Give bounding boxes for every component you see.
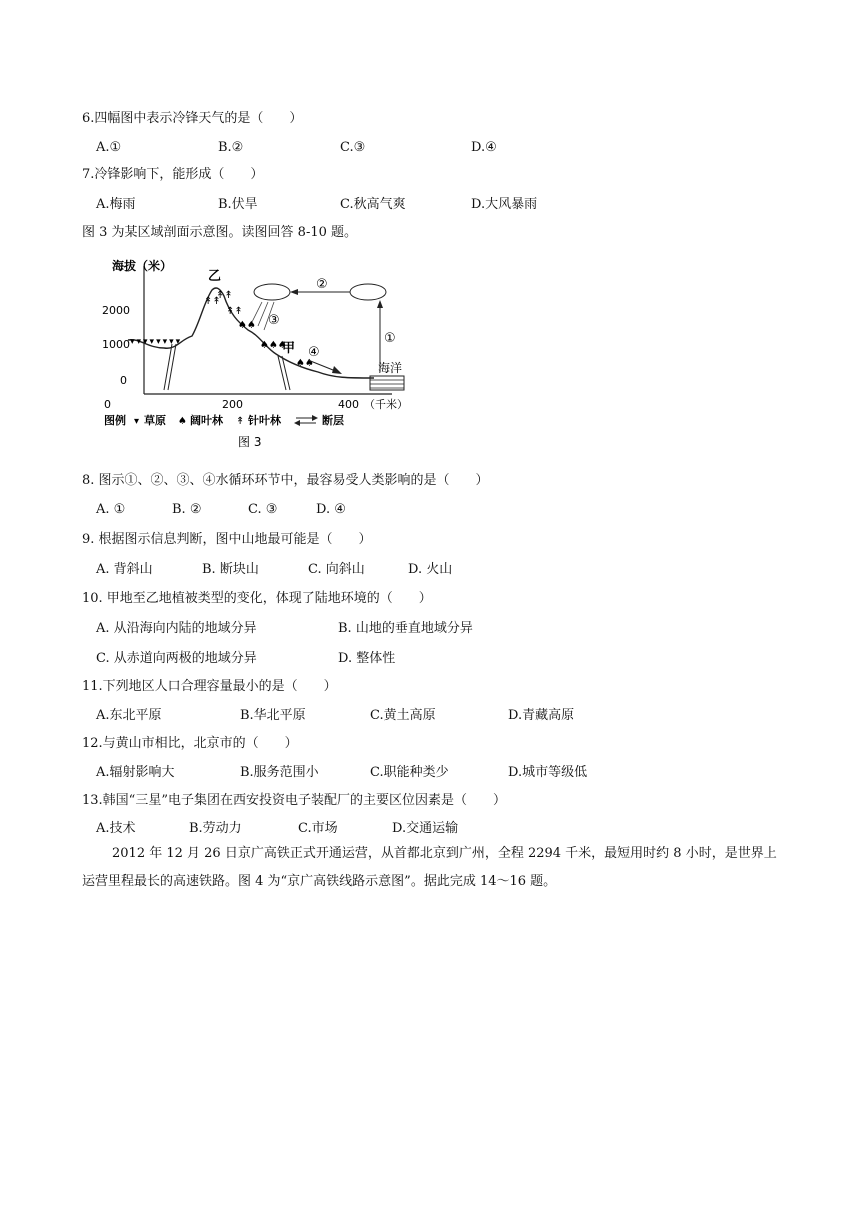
legend-title: 图例 bbox=[104, 414, 126, 427]
runoff-arrowhead bbox=[332, 366, 342, 374]
y-tick-2000: 2000 bbox=[102, 304, 130, 317]
coniferous-marks-left: ↟↟ bbox=[204, 296, 221, 307]
fault-left-2 bbox=[168, 344, 176, 390]
question-13-option-d: D.交通运输 bbox=[392, 821, 459, 836]
cloud-over-land bbox=[254, 284, 290, 300]
question-6-stem: 6.四幅图中表示冷锋天气的是（ ） bbox=[82, 111, 303, 126]
question-9-option-d: D. 火山 bbox=[408, 562, 453, 577]
question-10-option-d: D. 整体性 bbox=[338, 651, 396, 666]
legend-broadleaf-icon: ♠ bbox=[178, 416, 187, 427]
legend-coniferous: 针叶林 bbox=[248, 414, 281, 427]
question-10-option-a: A. 从沿海向内陆的地域分异 bbox=[96, 621, 257, 636]
coniferous-marks-right: ↟↟ bbox=[226, 306, 243, 317]
evaporation-arrowhead bbox=[377, 300, 383, 308]
ocean-label: 海洋 bbox=[378, 361, 403, 375]
question-9-option-a: A. 背斜山 bbox=[96, 562, 153, 577]
question-10-stem: 10. 甲地至乙地植被类型的变化，体现了陆地环境的（ ） bbox=[82, 591, 432, 606]
y-tick-1000: 1000 bbox=[102, 338, 130, 351]
fault-left-1 bbox=[164, 344, 172, 390]
vapor-transport-arrowhead bbox=[290, 289, 298, 295]
question-6-option-d: D.④ bbox=[471, 140, 497, 155]
x-tick-0: 0 bbox=[104, 398, 111, 411]
question-13-option-b: B.劳动力 bbox=[189, 821, 242, 836]
broadleaf-marks-3: ♠♠ bbox=[296, 358, 314, 369]
question-12-stem: 12.与黄山市相比，北京市的（ ） bbox=[82, 736, 298, 751]
question-12-option-b: B.服务范围小 bbox=[240, 765, 319, 780]
place-yi: 乙 bbox=[208, 269, 222, 284]
x-tick-200: 200 bbox=[222, 398, 243, 411]
question-11-stem: 11.下列地区人口合理容量最小的是（ ） bbox=[82, 679, 337, 694]
cycle-label-4: ④ bbox=[308, 345, 320, 360]
closing-paragraph: 2012 年 12 月 26 日京广高铁正式开通运营，从首都北京到广州，全程 2294 千米，最短用时约 8 小时，是世界上运营里程最长的高速铁路。图 4 为“京广高铁线路示意图”。据此完成 14～16 题。 bbox=[82, 846, 777, 889]
figure-3-svg bbox=[102, 252, 428, 452]
question-7-option-d: D.大风暴雨 bbox=[471, 197, 538, 212]
legend-fault: 断层 bbox=[322, 414, 344, 427]
question-9-stem: 9. 根据图示信息判断，图中山地最可能是（ ） bbox=[82, 532, 372, 547]
fault-right-1 bbox=[278, 356, 286, 390]
figure-3-profile-diagram bbox=[102, 252, 428, 452]
legend-grass-icon: ▾ bbox=[134, 416, 140, 427]
cloud-over-sea bbox=[350, 284, 386, 300]
legend-coniferous-icon: ↟ bbox=[236, 416, 245, 427]
cycle-label-1: ① bbox=[384, 331, 396, 346]
question-7-stem: 7.冷锋影响下，能形成（ ） bbox=[82, 167, 264, 182]
question-6-option-b: B.② bbox=[218, 140, 244, 155]
question-11-option-c: C.黄土高原 bbox=[370, 708, 436, 723]
legend-grassland: 草原 bbox=[144, 414, 166, 427]
question-12-option-d: D.城市等级低 bbox=[508, 765, 588, 780]
question-9-option-c: C. 向斜山 bbox=[308, 562, 365, 577]
figure-3-caption: 图 3 bbox=[238, 435, 262, 449]
question-8-option-b: B. ② bbox=[172, 502, 202, 517]
legend-broadleaf: 阔叶林 bbox=[190, 414, 223, 427]
question-11-option-b: B.华北平原 bbox=[240, 708, 306, 723]
legend-fault-icon bbox=[294, 415, 318, 426]
question-7-option-b: B.伏旱 bbox=[218, 197, 258, 212]
question-7-option-c: C.秋高气爽 bbox=[340, 197, 406, 212]
grassland-marks: ▾▾▾▾▾▾▾▾ bbox=[130, 337, 183, 347]
question-8-option-c: C. ③ bbox=[248, 502, 278, 517]
question-11-option-d: D.青藏高原 bbox=[508, 708, 575, 723]
question-6-option-a: A.① bbox=[96, 140, 122, 155]
question-8-option-a: A. ① bbox=[96, 502, 126, 517]
terrain-profile bbox=[128, 288, 374, 378]
question-12-option-a: A.辐射影响大 bbox=[96, 765, 175, 780]
figure-3-intro: 图 3 为某区域剖面示意图。读图回答 8-10 题。 bbox=[82, 225, 358, 240]
question-11-option-a: A.东北平原 bbox=[96, 708, 162, 723]
x-tick-400: 400 bbox=[338, 398, 359, 411]
coniferous-marks-peak: ↟↟ bbox=[216, 290, 233, 301]
y-axis-label: 海拔（米） bbox=[112, 259, 173, 273]
question-10-option-c: C. 从赤道向两极的地域分异 bbox=[96, 651, 257, 666]
question-12-option-c: C.职能种类少 bbox=[370, 765, 449, 780]
question-6-option-c: C.③ bbox=[340, 140, 366, 155]
question-8-option-d: D. ④ bbox=[316, 502, 346, 517]
broadleaf-marks-2: ♠♠♠ bbox=[260, 340, 287, 351]
cycle-label-3: ③ bbox=[268, 313, 280, 328]
question-9-option-b: B. 断块山 bbox=[202, 562, 259, 577]
place-jia: 甲 bbox=[282, 341, 296, 356]
y-tick-0: 0 bbox=[120, 374, 127, 387]
x-axis-unit: （千米） bbox=[364, 398, 408, 411]
question-13-stem: 13.韩国“三星”电子集团在西安投资电子装配厂的主要区位因素是（ ） bbox=[82, 793, 506, 808]
question-8-stem: 8. 图示①、②、③、④水循环环节中，最容易受人类影响的是（ ） bbox=[82, 473, 489, 488]
question-7-option-a: A.梅雨 bbox=[96, 197, 136, 212]
question-10-option-b: B. 山地的垂直地域分异 bbox=[338, 621, 473, 636]
cycle-label-2: ② bbox=[316, 277, 328, 292]
broadleaf-marks-1: ♠♠ bbox=[238, 320, 256, 331]
question-13-option-c: C.市场 bbox=[298, 821, 338, 836]
question-13-option-a: A.技术 bbox=[96, 821, 136, 836]
